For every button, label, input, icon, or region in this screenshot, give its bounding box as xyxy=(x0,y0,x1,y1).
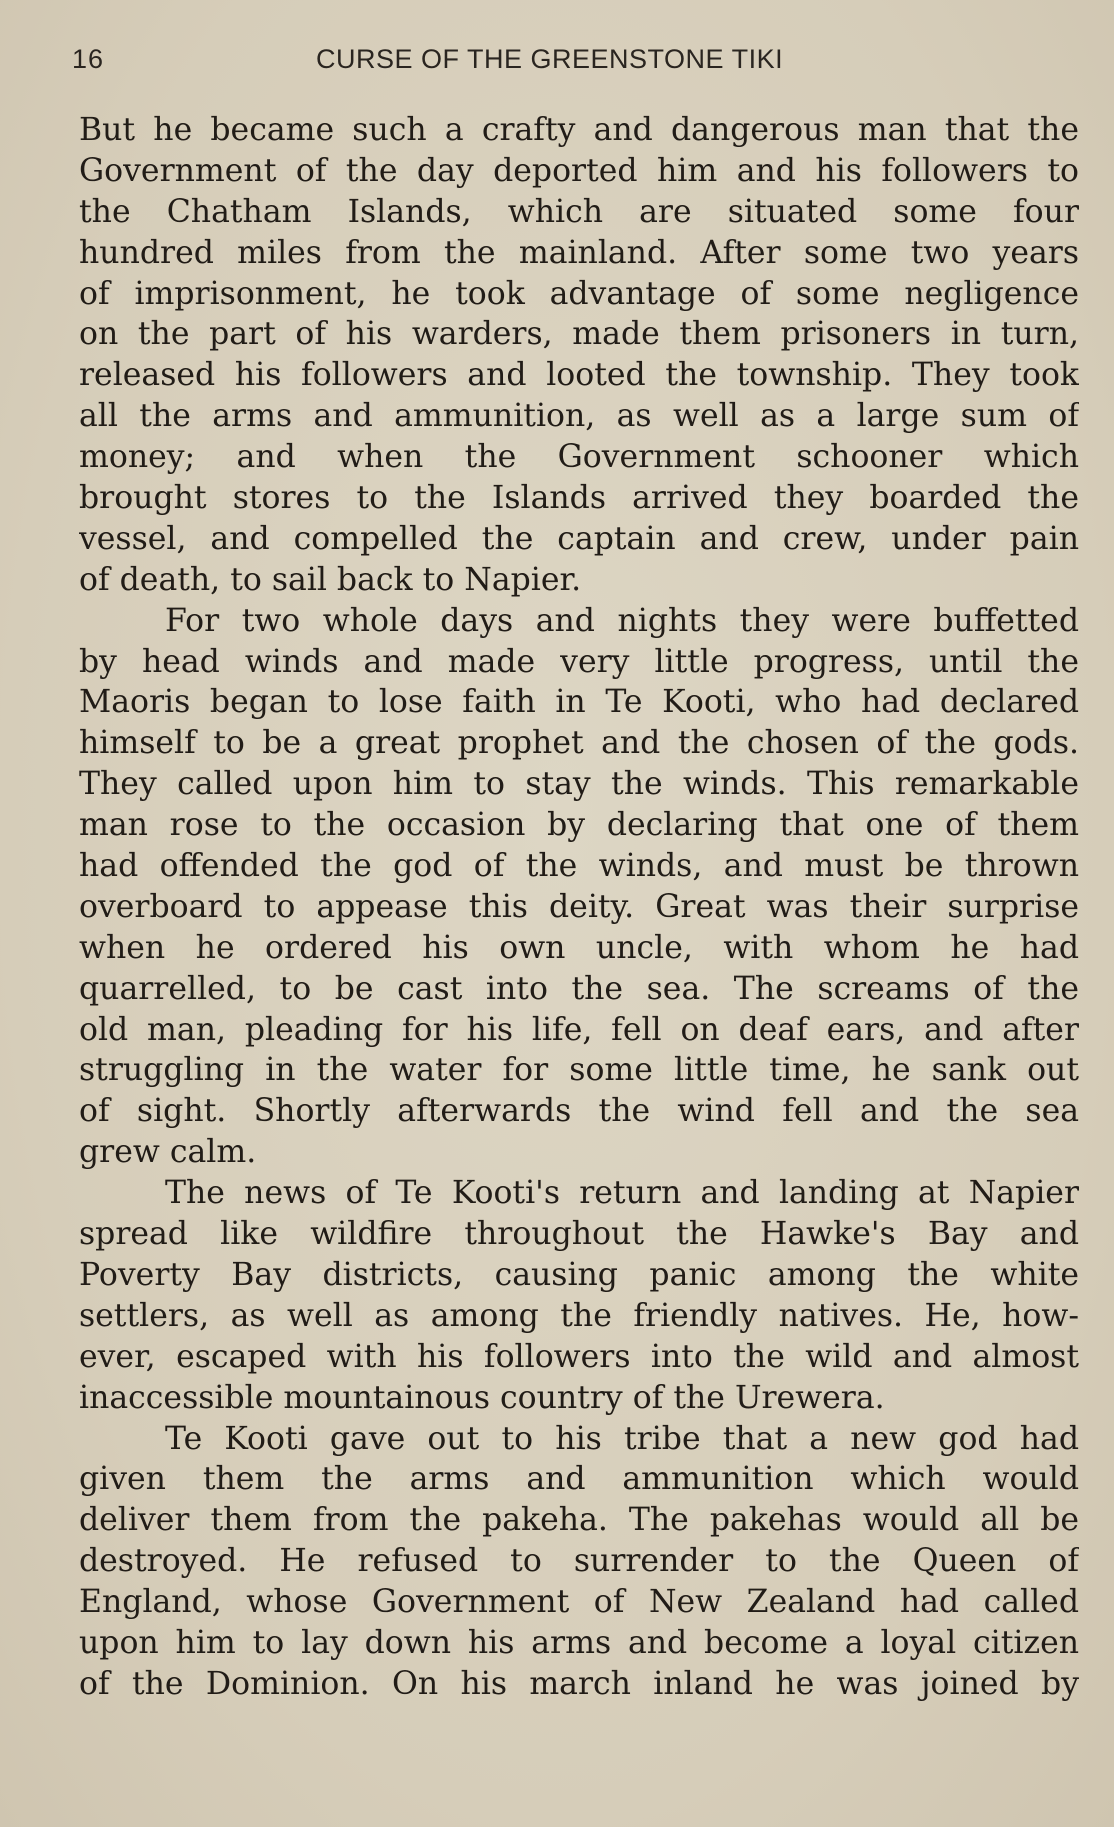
text-line: ever, escaped with his followers into the wild and almost xyxy=(79,1338,1079,1375)
text-line: given them the arms and ammunition which would xyxy=(79,1461,1079,1498)
text-line: of death, to sail back to Napier. xyxy=(79,561,582,598)
text-line: struggling in the water for some little time, he sank out xyxy=(79,1052,1079,1089)
text-line: inaccessible mountainous country of the Urewera. xyxy=(79,1379,885,1416)
text-line: Te Kooti gave out to his tribe that a new god had xyxy=(165,1420,1079,1457)
text-line: money; and when the Government schooner which xyxy=(79,439,1079,476)
text-line: The news of Te Kooti's return and landing at Napier xyxy=(165,1175,1079,1212)
text-line: spread like wildfire throughout the Hawke's Bay and xyxy=(79,1216,1079,1253)
paragraph-4 xyxy=(79,1419,1079,1705)
text-line: Poverty Bay districts, causing panic among the white xyxy=(79,1256,1079,1293)
text-line: overboard to appease this deity. Great was their surprise xyxy=(79,888,1079,925)
text-line: when he ordered his own uncle, with whom he had xyxy=(79,929,1079,966)
text-line: all the arms and ammunition, as well as a large sum of xyxy=(79,398,1079,435)
text-line: of the Dominion. On his march inland he was joined by xyxy=(79,1665,1079,1702)
text-line: quarrelled, to be cast into the sea. The screams of the xyxy=(79,970,1079,1007)
text-line: Government of the day deported him and his followers to xyxy=(79,152,1079,189)
running-header xyxy=(72,44,1072,78)
text-line: England, whose Government of New Zealand had called xyxy=(79,1584,1079,1621)
text-line: of sight. Shortly afterwards the wind fell and the sea xyxy=(79,1093,1079,1130)
text-line: They called upon him to stay the winds. This remarkable xyxy=(79,766,1079,803)
paragraph-1 xyxy=(79,110,1079,601)
text-line: old man, pleading for his life, fell on deaf ears, and after xyxy=(79,1011,1079,1048)
text-line: released his followers and looted the township. They took xyxy=(79,357,1079,394)
text-line: settlers, as well as among the friendly natives. He, how- xyxy=(79,1297,1079,1334)
page-number: 16 xyxy=(72,44,105,74)
text-line: of imprisonment, he took advantage of some negligence xyxy=(79,275,1079,312)
text-line: grew calm. xyxy=(79,1134,257,1171)
text-line: the Chatham Islands, which are situated some four xyxy=(79,193,1079,230)
text-line: man rose to the occasion by declaring that one of them xyxy=(79,807,1079,844)
text-line: But he became such a crafty and dangerous man that the xyxy=(79,112,1079,148)
text-line: Maoris began to lose faith in Te Kooti, who had declared xyxy=(79,684,1079,721)
text-line: For two whole days and nights they were buffetted xyxy=(165,602,1079,639)
text-line: destroyed. He refused to surrender to the Queen of xyxy=(79,1543,1079,1580)
paragraph-2 xyxy=(79,601,1079,1173)
text-line: hundred miles from the mainland. After some two years xyxy=(79,234,1079,271)
text-line: upon him to lay down his arms and become a loyal citizen xyxy=(79,1624,1079,1661)
text-line: brought stores to the Islands arrived they boarded the xyxy=(79,480,1079,517)
text-line: vessel, and compelled the captain and crew, under pain xyxy=(79,520,1079,557)
running-title: CURSE OF THE GREENSTONE TIKI xyxy=(316,44,784,74)
text-line: himself to be a great prophet and the chosen of the gods. xyxy=(79,725,1079,762)
text-line: had offended the god of the winds, and must be thrown xyxy=(79,848,1079,885)
paragraph-3 xyxy=(79,1173,1079,1418)
text-line: by head winds and made very little progress, until the xyxy=(79,643,1079,680)
text-line: on the part of his warders, made them prisoners in turn, xyxy=(79,316,1079,353)
body-text xyxy=(79,110,1079,1705)
text-line: deliver them from the pakeha. The pakehas would all be xyxy=(79,1502,1079,1539)
